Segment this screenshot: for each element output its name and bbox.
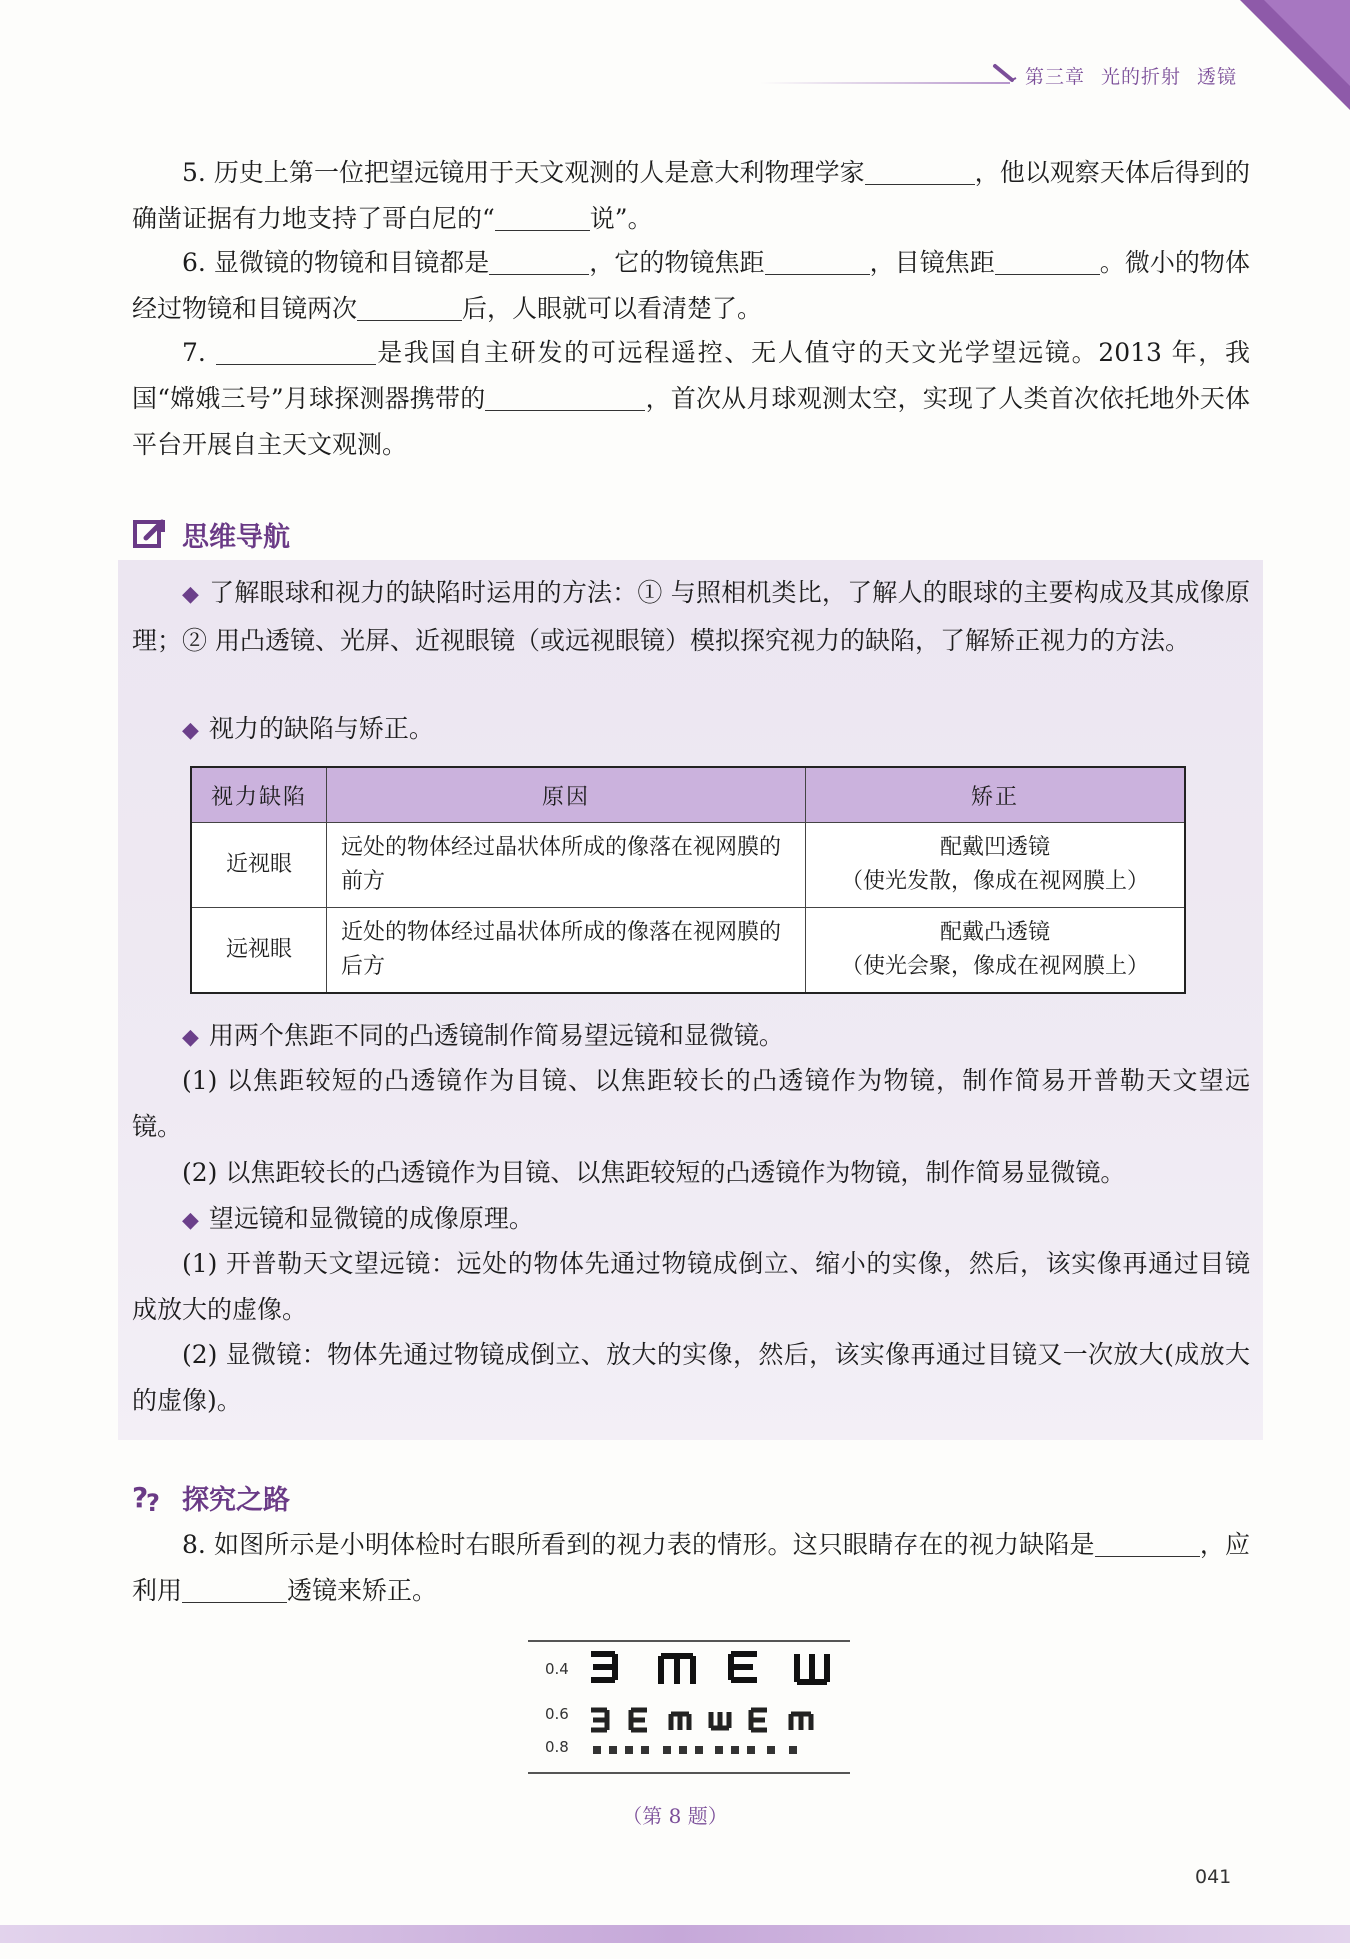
thinking-point-2: [132, 706, 1250, 754]
question-marks-icon: [132, 1479, 168, 1515]
eye-chart-row-large: [591, 1654, 827, 1684]
q5-text-b: ，他以观察天体后得到的确凿证据有力地支持了哥白尼的“: [132, 158, 1250, 233]
thinking-p2-text: 视力的缺陷与矫正。: [208, 714, 434, 743]
table-header-row: [191, 767, 1185, 823]
question-7: [132, 330, 1250, 468]
acuity-label: 0.8: [545, 1738, 569, 1756]
vision-defect-table: [190, 766, 1186, 994]
thinking-p4-text: 望远镜和显微镜的成像原理。: [208, 1204, 534, 1233]
q7-text-a: 是我国自主研发的可远程遥控、无人值守的天文光学望远镜。2013 年，我国“嫦娥三号”月球探测器携带的: [132, 338, 1250, 413]
q7-blank-2[interactable]: [485, 382, 645, 411]
edit-box-icon: [132, 516, 168, 552]
thinking-point-3a: (1) 以焦距较短的凸透镜作为目镜、以焦距较长的凸透镜作为物镜，制作简易开普勒天文望远镜。: [132, 1066, 1250, 1141]
running-header: [1025, 62, 1237, 89]
thinking-p3-text: 用两个焦距不同的凸透镜制作简易望远镜和显微镜。: [208, 1021, 784, 1050]
row-cause: 远处的物体经过晶状体所成的像落在视网膜的前方: [327, 823, 806, 908]
corner-decoration-inner: [1264, 0, 1350, 86]
q6-text-c: ，目镜焦距: [869, 248, 995, 277]
thinking-point-3b: (2) 以焦距较长的凸透镜作为目镜、以焦距较短的凸透镜作为物镜，制作简易显微镜。: [182, 1158, 1126, 1187]
row-defect: 近视眼: [191, 823, 327, 908]
table-row: [191, 908, 1185, 994]
q6-text-b: ，它的物镜焦距: [589, 248, 765, 277]
table-header-cause: 原因: [327, 767, 806, 823]
q5-number: 5.: [182, 158, 206, 187]
q6-text-a: 显微镜的物镜和目镜都是: [213, 248, 490, 277]
table-header-defect: 视力缺陷: [191, 767, 327, 823]
row-defect: 远视眼: [191, 908, 327, 994]
svg-text:?: ?: [146, 1489, 160, 1515]
row-fix-note: （使光发散，像成在视网膜上）: [840, 869, 1149, 894]
acuity-label: 0.6: [545, 1705, 569, 1723]
row-cause: 近处的物体经过晶状体所成的像落在视网膜的后方: [327, 908, 806, 994]
svg-text:?: ?: [132, 1481, 149, 1514]
table-row: [191, 823, 1185, 908]
diamond-bullet-icon: ◆: [182, 1208, 199, 1233]
section-explore-heading: [132, 1477, 290, 1517]
question-6: [132, 240, 1250, 332]
footer-band: [0, 1925, 1350, 1943]
q6-blank-1[interactable]: [489, 246, 589, 275]
q6-blank-3[interactable]: [995, 246, 1100, 275]
page-number: 041: [1195, 1866, 1232, 1888]
row-fix-main: 配戴凸透镜: [939, 920, 1050, 945]
diamond-bullet-icon: ◆: [182, 1025, 199, 1050]
q8-text-a: 如图所示是小明体检时右眼所看到的视力表的情形。这只眼睛存在的视力缺陷是: [213, 1530, 1095, 1559]
explore-title: 探究之路: [182, 1484, 290, 1516]
thinking-point-4a: (1) 开普勒天文望远镜：远处的物体先通过物镜成倒立、缩小的实像，然后，该实像再通过目镜成放大的虚像。: [132, 1249, 1250, 1324]
chapter-title-1: 光的折射: [1101, 66, 1182, 88]
question-5: [132, 150, 1250, 242]
q8-blank-1[interactable]: [1095, 1528, 1200, 1557]
pen-icon: [992, 60, 1018, 86]
chapter-label: 第三章: [1025, 66, 1086, 88]
header-line: [760, 82, 1010, 84]
diamond-bullet-icon: ◆: [182, 718, 199, 743]
eye-chart-icon: [585, 1650, 845, 1765]
figure-caption: （第 8 题）: [622, 1804, 728, 1828]
thinking-point-4: [132, 1196, 1250, 1244]
table-header-fix: 矫正: [806, 767, 1186, 823]
thinking-p1-text: 了解眼球和视力的缺陷时运用的方法：① 与照相机类比，了解人的眼球的主要构成及其成像原理；② 用凸透镜、光屏、近视眼镜（或远视眼镜）模拟探究视力的缺陷，了解矫正视力的方法。: [132, 578, 1251, 655]
q8-text-c: 透镜来矫正。: [287, 1576, 438, 1605]
q8-blank-2[interactable]: [182, 1574, 287, 1603]
row-fix-note: （使光会聚，像成在视网膜上）: [840, 954, 1149, 979]
eye-chart-row-small: [593, 1746, 797, 1754]
row-fix: [806, 823, 1186, 908]
thinking-point-1: [132, 570, 1250, 664]
q5-blank-1[interactable]: [865, 156, 975, 185]
diamond-bullet-icon: ◆: [182, 582, 200, 607]
q6-text-e: 后，人眼就可以看清楚了。: [462, 294, 763, 323]
eye-chart-row-medium: [591, 1710, 811, 1730]
thinking-point-4b: (2) 显微镜：物体先通过物镜成倒立、放大的实像，然后，该实像再通过目镜又一次放大(成放大的虚像)。: [132, 1340, 1250, 1415]
q8-text-b: ，应利用: [132, 1530, 1250, 1605]
q5-blank-2[interactable]: [495, 202, 590, 231]
chapter-title-2: 透镜: [1197, 66, 1238, 88]
q6-blank-2[interactable]: [765, 246, 870, 275]
q7-number: 7.: [182, 338, 206, 367]
row-fix-main: 配戴凹透镜: [939, 835, 1050, 860]
q8-number: 8.: [182, 1530, 206, 1559]
q6-blank-4[interactable]: [357, 292, 462, 321]
section-thinking-heading: [132, 514, 290, 554]
q5-text-a: 历史上第一位把望远镜用于天文观测的人是意大利物理学家: [213, 158, 865, 187]
eye-chart-bottom-line: [528, 1772, 850, 1774]
acuity-label: 0.4: [545, 1660, 569, 1678]
row-fix: [806, 908, 1186, 994]
thinking-title: 思维导航: [182, 521, 290, 553]
q6-number: 6.: [182, 248, 206, 277]
question-8: [132, 1522, 1250, 1614]
q6-text-d: 。微小的物体经过物镜和目镜两次: [132, 248, 1250, 323]
q5-text-c: 说”。: [589, 204, 653, 233]
q7-text-b: ，首次从月球观测太空，实现了人类首次依托地外天体平台开展自主天文观测。: [132, 384, 1250, 459]
eye-chart-top-line: [528, 1640, 850, 1642]
thinking-point-3: [132, 1013, 1250, 1061]
q7-blank-1[interactable]: [216, 336, 376, 365]
